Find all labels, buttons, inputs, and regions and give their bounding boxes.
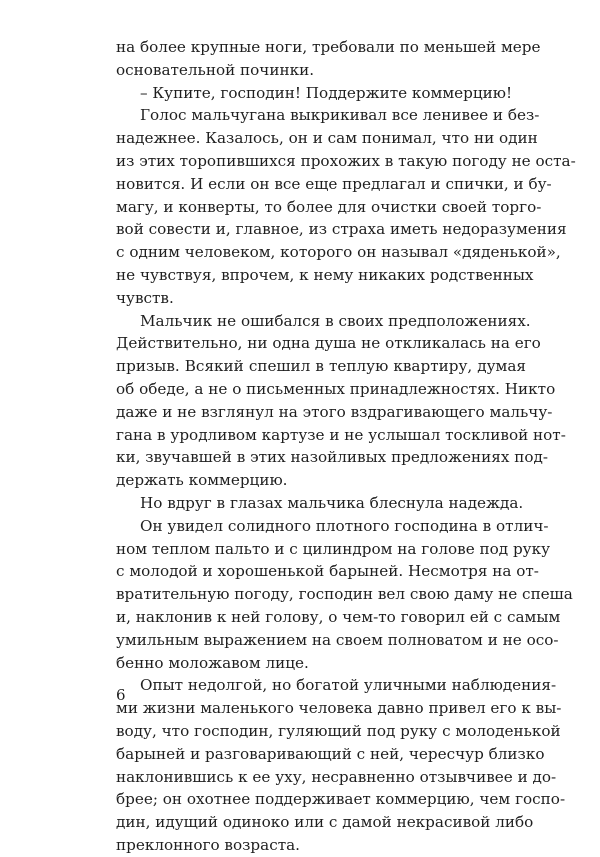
text-line: вой совести и, главное, из страха иметь недоразумения bbox=[116, 220, 567, 239]
text-line: гана в уродливом картузе и не услышал тоскливой нот- bbox=[116, 425, 566, 444]
text-line: с молодой и хорошенькой барыней. Несмотря на от- bbox=[116, 562, 539, 581]
body-text bbox=[116, 36, 576, 857]
text-line: основательной починки. bbox=[116, 60, 315, 79]
text-line: Голос мальчугана выкрикивал все ленивее и без- bbox=[140, 106, 540, 125]
text-line: умильным выражением на своем полноватом и не осо- bbox=[116, 630, 559, 649]
text-line: с одним человеком, которого он называл «дяденькой», bbox=[116, 243, 561, 262]
text-line: ном теплом пальто и с цилиндром на голове под руку bbox=[116, 539, 551, 558]
text-line: надежнее. Казалось, он и сам понимал, что ни один bbox=[116, 129, 538, 148]
text-line: об обеде, а не о письменных принадлежностях. Никто bbox=[116, 379, 556, 398]
text-line: из этих торопившихся прохожих в такую погоду не оста- bbox=[116, 151, 576, 170]
text-line: наклонившись к ее уху, несравненно отзывчивее и до- bbox=[116, 767, 557, 786]
text-line: призыв. Всякий спешил в теплую квартиру, думая bbox=[116, 357, 526, 376]
text-line: Мальчик не ошибался в своих предположениях. bbox=[140, 311, 531, 330]
text-line: Но вдруг в глазах мальчика блеснула надежда. bbox=[140, 493, 524, 512]
text-line: воду, что господин, гуляющий под руку с молоденькой bbox=[116, 721, 561, 740]
text-line: Опыт недолгой, но богатой уличными наблюдения- bbox=[140, 676, 557, 695]
text-line: чувств. bbox=[116, 288, 174, 307]
text-line: новится. И если он все еще предлагал и спички, и бу- bbox=[116, 174, 552, 193]
text-line: на более крупные ноги, требовали по меньшей мере bbox=[116, 38, 541, 56]
text-line: брее; он охотнее поддерживает коммерцию, чем госпо- bbox=[116, 790, 566, 809]
text-line: – Купите, господин! Поддержите коммерцию! bbox=[140, 83, 513, 102]
text-line: вратительную погоду, господин вел свою даму не спеша bbox=[116, 585, 573, 604]
text-line: держать коммерцию. bbox=[116, 471, 288, 490]
text-line: магу, и конверты, то более для очистки своей торго- bbox=[116, 197, 542, 216]
text-line: преклонного возраста. bbox=[116, 835, 300, 854]
text-line: даже и не взглянул на этого вздрагивающего мальчу- bbox=[116, 402, 553, 421]
text-line: ки, звучавшей в этих назойливых предложениях под- bbox=[116, 448, 548, 467]
text-line: барыней и разговаривающий с ней, чересчур близко bbox=[116, 744, 545, 763]
text-line: дин, идущий одиноко или с дамой некрасивой либо bbox=[116, 813, 534, 832]
text-line: и, наклонив к ней голову, о чем-то говорил ей с самым bbox=[116, 607, 561, 626]
text-line: ми жизни маленького человека давно привел его к вы- bbox=[116, 699, 562, 718]
page-number: 6 bbox=[116, 686, 126, 704]
text-line: Он увидел солидного плотного господина в отлич- bbox=[140, 516, 549, 535]
text-line: Действительно, ни одна душа не откликалась на его bbox=[116, 334, 541, 353]
text-line: бенно моложавом лице. bbox=[116, 653, 309, 672]
text-line: не чувствуя, впрочем, к нему никаких родственных bbox=[116, 265, 534, 284]
